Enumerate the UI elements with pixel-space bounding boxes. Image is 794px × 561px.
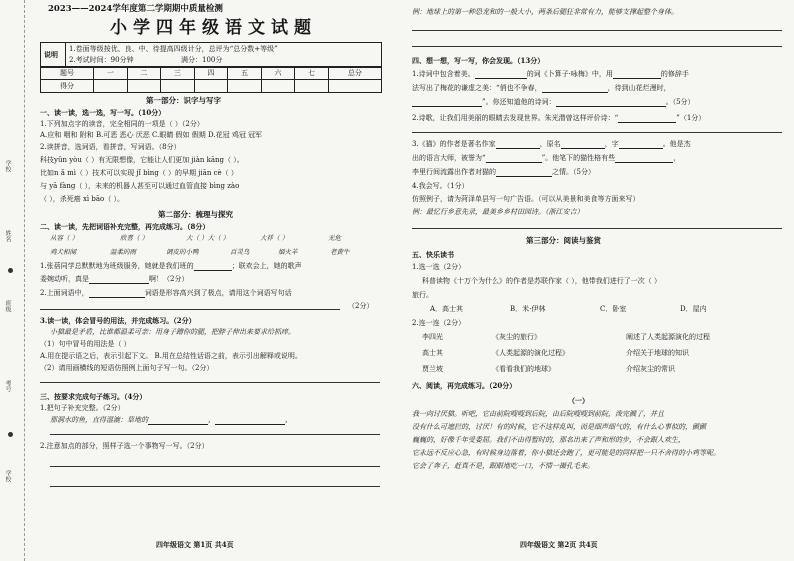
- score-input-cell[interactable]: [228, 80, 262, 93]
- answer-line[interactable]: [50, 434, 380, 435]
- q4-1-comma: ，: [208, 416, 215, 424]
- strip-label-school: 学校: [4, 160, 11, 172]
- q2-word: 温柔的雨: [110, 248, 136, 256]
- q3-1-options: A.用在提示语之后，表示引起下文。 B.用在总结性话语之前，表示引出解释或说明。: [40, 352, 302, 360]
- q1-2-c: 与 yā fàng（ ），未来的机器人甚至可以通过血管直接 bìng zào: [40, 182, 240, 190]
- q4-1: 1.把句子补充完整。（2分）: [40, 404, 125, 412]
- answer-blank[interactable]: [148, 417, 208, 425]
- q2-word: 鸡犬相闻: [50, 248, 76, 256]
- example-quote: 例：地球上的第一种恐龙和的一般大小，两条后腿狂非常有力，能够支撑起整个身体。: [412, 8, 678, 16]
- q6-title: 六、阅读，再完成练习。（20分）: [412, 381, 517, 390]
- r5-text-b: ，原名: [539, 140, 561, 148]
- q4-title-right: 四、想一想，写一写，你会发现。（13分）: [412, 56, 545, 65]
- score-cell: 一: [94, 67, 128, 80]
- r-line-8: 4.我会写。（1分）: [412, 182, 469, 190]
- r7-text-b: 之情。（5分）: [552, 168, 595, 176]
- passage-line: 它会了奔子，赶真不是，跟眼地吃一口，不情一撮孔毛来。: [412, 462, 594, 470]
- score-cell: 题号: [41, 67, 94, 80]
- q1-2-a: 科技yǔn yòu（ ）有无限想像，它能让人们更加 jiàn kāng（ ）。: [40, 156, 244, 164]
- binding-hole: [8, 268, 13, 273]
- r5-text-d: 。他是杰: [662, 140, 691, 148]
- q5-2: 2.连一连（2分）: [412, 319, 466, 327]
- score-input-cell[interactable]: [295, 80, 329, 93]
- r4-text-b: ”（1分）: [676, 114, 706, 122]
- q5-title: 五、快乐读书: [412, 250, 454, 259]
- r-line-7: [412, 168, 595, 177]
- q2-word: 百灵鸟: [230, 248, 250, 256]
- q2-2-score: （2分）: [348, 302, 374, 310]
- q5-option[interactable]: A．高士其: [430, 305, 464, 313]
- answer-blank[interactable]: [496, 141, 540, 149]
- r2-text: 法写出了梅花的谦虚之美：“俏也不争春，: [412, 84, 542, 92]
- q3-text: 小猫最是矛盾，比谁都温柔可亲：用身子蹭你的腿，把脖子伸出来要求给抓痒。: [50, 328, 295, 336]
- q1-2-b: 比如n ǎ mì（ ）技术可以实现 jǐ bìng（ ）的早期 jiān cè（ ）: [40, 169, 238, 177]
- match-mid[interactable]: 《人类起源的演化过程》: [492, 349, 569, 357]
- exam-header: 2023——2024学年度第二学期期中质量检测: [48, 4, 223, 14]
- q2-word: 大（ ）大（ ）: [186, 234, 230, 242]
- r1-text: 1.诗词中包含着美。: [412, 70, 475, 78]
- r-line-1: [412, 70, 689, 79]
- q4-title: 三、按要求完成句子练习。（4分）: [40, 392, 147, 401]
- q2-2-text-b: 词语是形容高兴到了极点，请用这个词语写句话: [144, 289, 292, 297]
- answer-blank[interactable]: [542, 85, 608, 93]
- answer-line[interactable]: [412, 132, 782, 133]
- score-input-cell[interactable]: [94, 80, 128, 93]
- answer-blank[interactable]: [215, 417, 285, 425]
- q1-1: 1.下列加点字的读音，完全相同的一项是（ ）（2分）: [40, 120, 204, 128]
- binding-hole: [8, 432, 13, 437]
- r4-text: 2.诗歌，让我们用美丽的眼睛去发现世界。朱光潜曾这样评价诗：“: [412, 114, 619, 122]
- answer-blank[interactable]: [556, 99, 666, 107]
- score-cell: 得分: [41, 80, 94, 93]
- answer-line[interactable]: [50, 486, 380, 487]
- r5-text: 3.《猫》的作者是著名作家: [412, 140, 496, 148]
- answer-blank[interactable]: [486, 155, 542, 163]
- q4-1-a: [50, 416, 292, 425]
- q2-word: 大祥（ ）: [260, 234, 289, 242]
- passage-line: 它永远不反应心急，有时候身边落着，你小猫还会跑了，更可能是的同样把一只不舍得的小鸡等呢。: [412, 449, 720, 457]
- q2-word: 烟火羊: [278, 248, 298, 256]
- part1-title: 第一部分：识字与写字: [146, 96, 221, 105]
- answer-blank[interactable]: [89, 290, 145, 298]
- q5-option[interactable]: B．米·伊林: [510, 305, 546, 313]
- score-input-cell[interactable]: [161, 80, 195, 93]
- q5-1: 1.选一选（2分）: [412, 263, 466, 271]
- q4-1-text: 那洞水的鱼，直得湿漉：草地的: [50, 416, 148, 424]
- score-input-cell[interactable]: [194, 80, 228, 93]
- instructions-label: 说明: [44, 50, 58, 59]
- r7-text: 李里行间流露出作者对猫的: [412, 168, 496, 176]
- q1-2-d: （ ），杀死癌 xì bāo（ ）。: [40, 195, 124, 203]
- score-cell: 总分: [328, 67, 381, 80]
- q5-option[interactable]: C．卧室: [600, 305, 627, 313]
- instructions-line2: 2.考试时间：90分钟: [69, 56, 134, 64]
- q2-word: 欣喜（ ）: [120, 234, 149, 242]
- r1-text-b: 的词《卜算子·咏梅》中，用: [526, 70, 613, 78]
- answer-blank[interactable]: [615, 155, 673, 163]
- passage-number: （一）: [568, 396, 589, 405]
- q5-1-b: 旅行。: [412, 291, 433, 299]
- answer-blank[interactable]: [89, 276, 149, 284]
- part3-title: 第三部分：阅读与鉴赏: [526, 236, 601, 245]
- q2-1-text-c: 委婉动听，真是: [40, 275, 89, 283]
- score-cell: 四: [194, 67, 228, 80]
- q3-title: 3.读一读，体会冒号的用法，并完成练习。（2分）: [40, 316, 196, 325]
- r2-text-b: ，待到山花烂漫时，: [607, 84, 671, 92]
- answer-blank[interactable]: [496, 169, 552, 177]
- score-input-cell[interactable]: [328, 80, 381, 93]
- answer-blank[interactable]: [561, 141, 605, 149]
- q5-option[interactable]: D．屋内: [680, 305, 707, 313]
- match-right[interactable]: 介绍灰尘的常识: [626, 365, 675, 373]
- match-left[interactable]: 李四光: [422, 333, 443, 341]
- answer-line[interactable]: [412, 46, 782, 47]
- answer-blank[interactable]: [412, 99, 482, 107]
- r-line-5: [412, 140, 691, 149]
- page-1: [28, 0, 398, 561]
- score-table-score-row: [41, 80, 382, 93]
- q4-2: 2.注意加点的部分，照样子选一个事物写一写。（2分）: [40, 442, 209, 450]
- r3-text-b: ”。你还知道他的诗词：: [482, 98, 556, 106]
- r6-text: 出的语言大师，被誉为“: [412, 154, 486, 162]
- answer-line[interactable]: [412, 228, 782, 229]
- r3-text-c: 。（5分）: [665, 98, 695, 106]
- q5-1-a: 科普读物《十万个为什么》的作者是苏联作家（ ），他带我们进行了一次（ ）: [422, 277, 661, 285]
- q2-word: 老黄牛: [330, 248, 350, 256]
- r6-text-c: ，: [673, 154, 681, 162]
- answer-blank[interactable]: [618, 115, 676, 123]
- passage-line: 巍巍的，好像千年受委屈。我们不由得暂时的，那名出来了声和形的步，不会跟人欢生，: [412, 436, 685, 444]
- strip-label-examno: 考号: [4, 380, 11, 392]
- r-line-2: [412, 84, 671, 93]
- r5-text-c: ，字: [604, 140, 619, 148]
- score-cell: 六: [261, 67, 295, 80]
- q2-1-text: 1.张蓓同学总默默地为班级服务，她就是我们班的: [40, 262, 194, 270]
- r-line-10: 例：最忆行乡意先录，最美乡乡村田园诗。（浙江安吉）: [412, 208, 584, 216]
- score-table: [40, 66, 382, 93]
- instructions-box: [40, 42, 382, 68]
- q2-word: 调皮的小鸭: [166, 248, 199, 256]
- answer-blank[interactable]: [475, 71, 527, 79]
- q4-1-comma2: ，: [285, 416, 292, 424]
- match-left[interactable]: 高士其: [422, 349, 443, 357]
- answer-line[interactable]: [412, 30, 782, 31]
- page-2: [408, 0, 788, 561]
- match-right[interactable]: 阐述了人类起源演化的过程: [626, 333, 710, 341]
- strip-label-name: 姓名: [4, 230, 11, 242]
- q2-1-text-d: 啊！（2分）: [149, 275, 189, 283]
- exam-title: 小学四年级语文试题: [110, 18, 317, 38]
- r6-text-b: ”。他笔下的猫性格有些: [541, 154, 616, 162]
- strip-label-school2: 学校: [4, 470, 11, 482]
- q2-2: [40, 289, 292, 298]
- score-cell: 七: [295, 67, 329, 80]
- score-cell: 三: [161, 67, 195, 80]
- q3-2: （2）请用画横线的短语仿照例上面句子写一句。（2分）: [40, 364, 214, 372]
- q1-1-options: A.应和 咽和 附和 B.可恶 恶心 厌恶 C.眼睛 假如 假期 D.花冠 鸡冠 冠军: [40, 131, 263, 139]
- score-cell: 二: [127, 67, 161, 80]
- r-line-3: [412, 98, 695, 107]
- binding-strip: [0, 0, 25, 561]
- q2-2-text: 2.上面词语中，: [40, 289, 89, 297]
- answer-blank[interactable]: [194, 263, 232, 271]
- answer-line[interactable]: [40, 382, 380, 383]
- answer-blank[interactable]: [619, 141, 663, 149]
- part2-title: 第二部分：梳理与探究: [158, 210, 233, 219]
- passage-line: 我一向讨厌猫。听吧，它由前院嗖嗖到后院，由后院嗖嗖到前院，泼完溅了，并且: [412, 410, 664, 418]
- q1-title: 一、读一读，选一选，写一写。（10分）: [40, 108, 166, 117]
- score-input-cell[interactable]: [127, 80, 161, 93]
- r-line-4: [412, 114, 705, 123]
- answer-line[interactable]: [40, 309, 340, 310]
- match-mid[interactable]: 《灰尘的旅行》: [492, 333, 541, 341]
- q2-1-cont: [40, 275, 188, 284]
- score-input-cell[interactable]: [261, 80, 295, 93]
- score-table-header-row: [41, 67, 382, 80]
- answer-line[interactable]: [50, 466, 380, 467]
- r-line-9: 仿照例子，请为菏泽单县写一句广告语。（可以从美景和美食等方面来写）: [412, 195, 640, 203]
- page-footer: 四年级语文 第1页 共4页: [156, 540, 234, 549]
- page-footer: 四年级语文 第2页 共4页: [520, 540, 598, 549]
- q1-2: 2.读拼音，选词语，看拼音，写词语。（8分）: [40, 143, 181, 151]
- instructions-fullscore: 满分：100分: [181, 56, 223, 64]
- q2-word: 从容（ ）: [50, 234, 79, 242]
- q2-1: [40, 262, 302, 271]
- instructions-line1: 1.卷面等级按优、良、中、待提高四级计分，总评为“总分数+等级”: [69, 45, 278, 53]
- strip-label-class: 班级: [4, 300, 11, 312]
- q2-word: 无危: [328, 234, 341, 242]
- r1-text-c: 的修辞手: [660, 70, 689, 78]
- q2-title: 二、读一读，先把词语补充完整，再完成练习。（8分）: [40, 222, 210, 231]
- match-mid[interactable]: 《看看我们的地球》: [492, 365, 555, 373]
- r-line-6: [412, 154, 680, 163]
- match-right[interactable]: 介绍关于地球的知识: [626, 349, 689, 357]
- score-cell: 五: [228, 67, 262, 80]
- q3-1: （1）句中冒号的用法是（ ）: [40, 340, 131, 348]
- passage-line: 没有什么可遮拦的，讨厌！有的时候，它不这样乱叫，而是细声细气的，有什么心事似的，颤颤: [412, 423, 706, 431]
- match-left[interactable]: 贾兰坡: [422, 365, 443, 373]
- answer-blank[interactable]: [613, 71, 661, 79]
- q2-1-text-b: ；联欢会上，她的歌声: [231, 262, 302, 270]
